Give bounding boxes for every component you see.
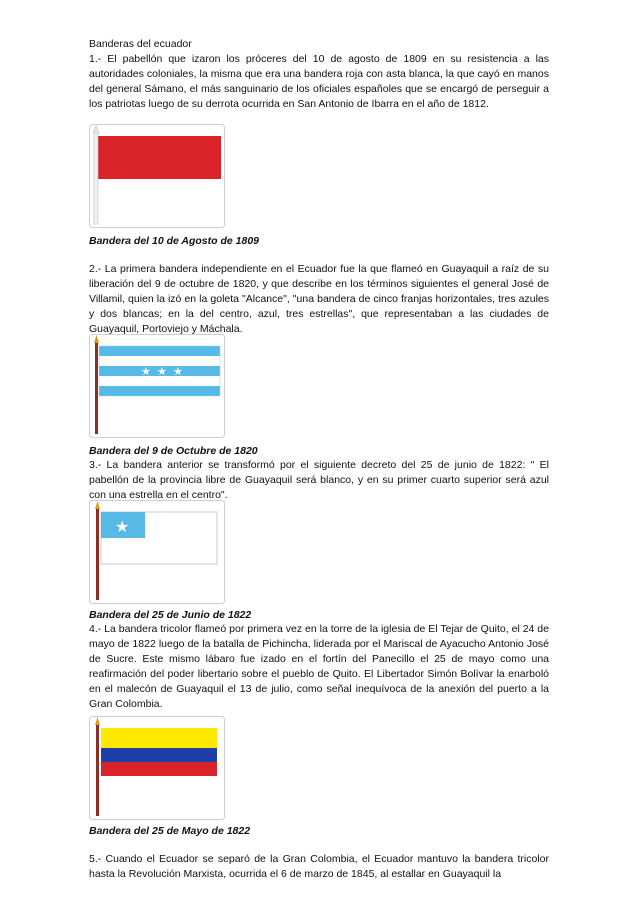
flag-pole bbox=[96, 724, 99, 816]
star-icon: ★ bbox=[173, 365, 183, 378]
paragraph-3: 3.- La bandera anterior se transformó por el siguiente decreto del 25 de junio de 1822: " El pabellón de la provincia libre de Guayaquil será blanco, y en su primer cuarto superior será azul con una estrella en el centro". bbox=[89, 459, 549, 501]
flag-pole-white bbox=[94, 132, 98, 224]
flag-pole bbox=[96, 508, 99, 600]
paragraph-2: 2.- La primera bandera independiente en el Ecuador fue la que flameó en Guayaquil a raíz de su liberación del 9 de octubre de 1820, y que describe en los términos siguientes el general José de Villamil, quien la izó en la goleta "Alcance", "una bandera de cinco franjas horizontales, tres azules y dos blancas; en la del centro, azul, tres estrellas", que representaban a las ciudades de Guayaquil, Portoviejo y Máchala. bbox=[89, 263, 549, 335]
paragraph-5: 5.- Cuando el Ecuador se separó de la Gran Colombia, el Ecuador mantuvo la bandera tricolor hasta la Revolución Marxista, ocurrida el 6 de marzo de 1845, al estallar en Guayaquil la bbox=[89, 853, 549, 880]
paragraph-1: 1.- El pabellón que izaron los próceres del 10 de agosto de 1809 en su resistencia a las autoridades coloniales, la misma que era una bandera roja con asta blanca, la que cayó en manos del general Sámano, el más sanguinario de los oficiales españoles que se encargó de perseguir a los patriotas luego de su derrota ocurrida en San Antonio de Ibarra en el año de 1812. bbox=[89, 53, 549, 110]
caption-1: Bandera del 10 de Agosto de 1809 bbox=[89, 235, 260, 247]
document-title: Banderas del ecuador bbox=[89, 38, 192, 50]
caption-2: Bandera del 9 de Octubre de 1820 bbox=[89, 445, 258, 457]
flag-1809-image bbox=[89, 124, 225, 228]
flag-1822-may-image bbox=[89, 716, 225, 820]
star-icon: ★ bbox=[157, 365, 167, 378]
flag-pole bbox=[95, 342, 98, 434]
star-icon: ★ bbox=[141, 365, 151, 378]
caption-3: Bandera del 25 de Junio de 1822 bbox=[89, 609, 252, 621]
flag-red-field bbox=[97, 136, 221, 179]
star-icon: ★ bbox=[115, 517, 130, 536]
caption-4: Bandera del 25 de Mayo de 1822 bbox=[89, 825, 251, 837]
flag-1822-june-image bbox=[89, 500, 225, 604]
paragraph-4: 4.- La bandera tricolor flameó por primera vez en la torre de la iglesia de El Tejar de Quito, el 24 de mayo de 1822 luego de la batalla de Pichincha, liderada por el Mariscal de Ayacucho Antonio José de Sucre. Este mismo lábaro fue izado en el fortín del Panecillo el 25 de mayo como una reafirmación del poder libertario sobre el pueblo de Quito. El Libertador Simón Bolívar la enarboló en el malecón de Guayaquil el 13 de julio, como señal inequívoca de la anexión del puerto a la Gran Colombia. bbox=[89, 623, 549, 710]
flag-1820-image bbox=[89, 334, 225, 438]
